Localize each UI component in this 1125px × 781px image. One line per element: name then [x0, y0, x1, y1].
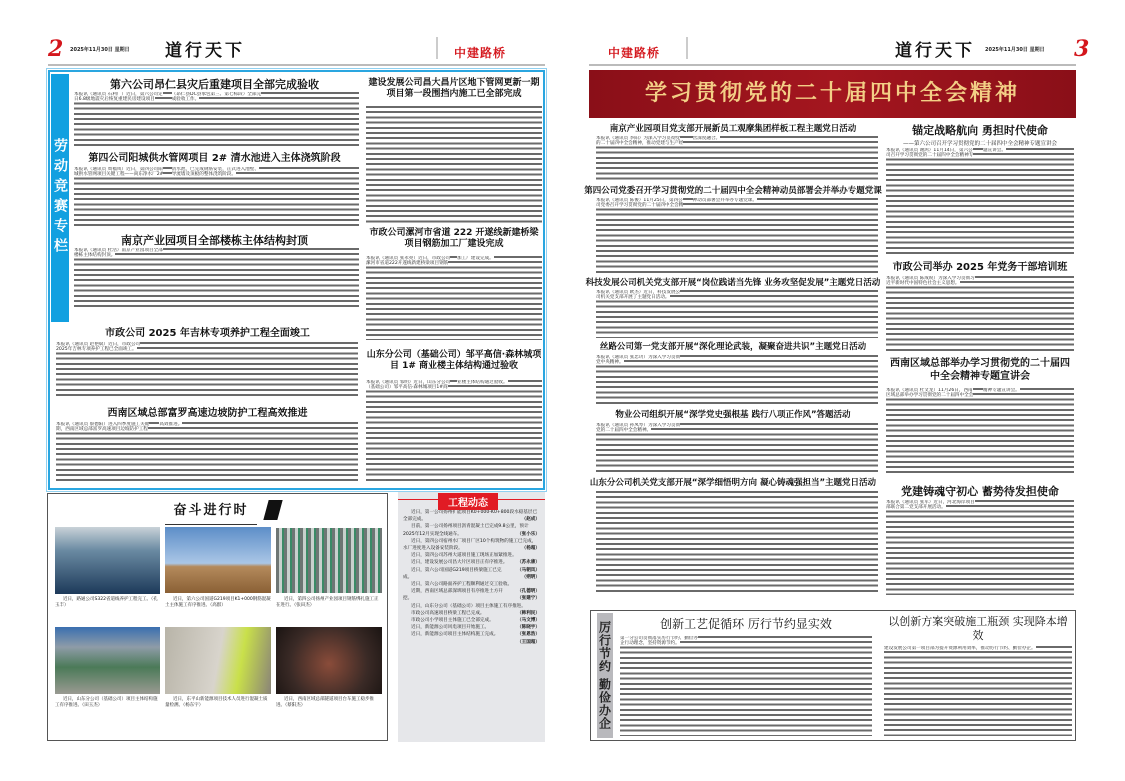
- article-body: 本报讯（通讯员 欧杰）近日，科技发展公司机关党支部开展了主题党日活动。: [596, 290, 878, 338]
- article-body: 本报讯（通讯员 张军）近日，河北海岸项目部联合第二党支部开展活动。: [886, 500, 1074, 595]
- article-body: [366, 106, 542, 224]
- photo-bridge: [55, 527, 160, 594]
- header-rule: [48, 64, 545, 66]
- news-brief-item: [403, 509, 540, 523]
- article-title: 科技发展公司机关党支部开展“岗位践诺当先锋 业务攻坚促发展”主题党日活动: [585, 278, 881, 288]
- article-body: [596, 491, 878, 595]
- brief-credit: （陈晓宇）: [517, 625, 540, 631]
- brief-text: 近日，新能源公司项目主体结构施工完成。: [411, 632, 499, 638]
- photo-caption: 近日，东平山新能源项目技术人员进行混凝土质量检测。（杨东宇）: [165, 697, 268, 708]
- article-title: 党建铸魂守初心 蓄势待发担使命: [901, 485, 1059, 498]
- brief-credit: （张恩浩）: [517, 632, 540, 638]
- article-body: 建设发展公司第一项目部为提升资源利用效率，推动厉行节约、勤俭办企。: [884, 646, 1072, 736]
- photo-tunnel: [276, 627, 382, 694]
- issue-date: 2025年11月30日 星期日: [985, 47, 1045, 53]
- brief-credit: （杨超）: [521, 546, 540, 552]
- article-title: 南京产业园项目党支部开展新员工观摩集团样板工程主题党日活动: [609, 124, 857, 134]
- brand-logo: 中建路桥: [608, 46, 661, 60]
- news-brief-item: [403, 538, 540, 552]
- brief-credit: （韩利民）: [517, 610, 540, 616]
- brief-text: 近日，第一公司扬州扩能项目K0+000-K0+800段水稳基层已全部完成。: [403, 510, 538, 523]
- article-body: 本报讯（通讯员 石利广）近日，第六公司定日6.8级地震灾后恢复重建民房建设项目（昂仁县DC县承包第三、第七标段）全部完成验收工作。: [74, 92, 359, 148]
- brief-credit: （张小乐）: [517, 531, 540, 537]
- article-title: 第四公司党委召开学习贯彻党的二十届四中全会精神动员部署会并举办专题党课: [584, 186, 882, 196]
- brief-text: 近期，西南区域总部深圳项目有序推进土方开挖。: [403, 589, 503, 602]
- issue-date: 2025年11月30日 星期日: [70, 47, 130, 53]
- article-body: 本报讯（通讯员 孙凤琴）为深入学习贯彻党的二十届四中全会精神。: [596, 423, 878, 473]
- article-body: 第一分公司贯彻落实厉行节约、勤俭办企行动理念，坚持资源节约。: [620, 636, 872, 736]
- article-body: 本报讯（通讯员 邹明）近日，山东分公司（基础公司）邹平高信·森林城项目1#商业楼主体结构通过验收。: [366, 380, 542, 484]
- article-title: 山东分公司机关党支部开展“深学细悟明方向 凝心铸魂强担当”主题党日活动: [589, 478, 877, 488]
- masthead: 道行天下: [165, 41, 245, 61]
- article-title: 西南区域总部举办学习贯彻党的二十届四中全会精神专题宣讲会: [890, 358, 1070, 382]
- news-brief-title: 工程动态: [438, 493, 498, 510]
- photo-inspection: [165, 627, 271, 694]
- article-title: 创新工艺促循环 厉行节约显实效: [660, 617, 832, 631]
- news-brief-list: [403, 509, 540, 645]
- brief-text: 近日，第六公司国道G219项目桥梁施工已完成。: [403, 567, 502, 580]
- article-title: 锚定战略航向 勇担时代使命: [912, 124, 1048, 137]
- brief-credit: （赵成）: [521, 517, 540, 523]
- article-body: 本报讯（通讯员 陈成锐）为深入学习贯彻习近平新时代中国特色社会主义思想。: [886, 276, 1074, 352]
- brief-text: 近日，建设发展公司昌大片区项目正有序推进。: [411, 560, 508, 566]
- article-body: 本报讯（通讯员 赵艳斌）近日，市政公司2025年吉林专项养护工程已全面竣工。: [56, 342, 358, 398]
- divider: [686, 37, 688, 59]
- article-body: 本报讯（通讯员 陈俊）11月25日，第四公司党委召开学习贯彻党的二十届四中全会精神动员部署会并举办专题党课。: [596, 198, 878, 273]
- article-title: 市政公司漯河市省道 222 开遂线新建桥梁项目钢筋加工厂建设完成: [369, 228, 539, 250]
- article-title: 市政公司 2025 年吉林专项养护工程全面竣工: [105, 328, 310, 339]
- photo-caption: 近日，第四公司扬州产业园项目钢筋绑扎施工正在进行。（张田杰）: [276, 597, 379, 608]
- photo-buildings: [55, 627, 160, 694]
- brief-text: 近日，山东分公司（基础公司）项目主体施工有序推进。: [411, 603, 526, 609]
- photo-caption: 近日，路通公司S322省道线养护工程完工。（孔玉丰）: [55, 597, 158, 608]
- article-body: 本报讯（通讯员 杜文龙）11月26日，西南区域总部举办学习贯彻党的二十届四中全会精神专题宣讲会。: [886, 388, 1074, 476]
- brand-logo: 中建路桥: [454, 46, 507, 60]
- page-number: 3: [1074, 36, 1090, 62]
- brief-credit: （朔明）: [521, 574, 540, 580]
- article-body: 本报讯（通讯员 谢鸿）11月14日，第六公司召开学习贯彻党的二十届四中全会精神专题宣讲会。: [886, 148, 1074, 255]
- photo-concrete-pump: [165, 527, 271, 593]
- news-brief: [398, 492, 545, 742]
- column-label: 劳动竞赛专栏: [51, 74, 69, 322]
- article-title: 物业公司组织开展“深学党史强根基 践行八项正作风”答题活动: [615, 410, 851, 420]
- photo-caption: 近日，第六公司国道G219项目K1+000钢筋混凝土主体施工有序推进。（高群）: [165, 597, 271, 608]
- article-title: 西南区域总部富罗高速边坡防护工程高效推进: [107, 408, 308, 419]
- article-title: 第四公司阳城供水管网项目 2# 清水池进入主体浇筑阶段: [88, 153, 341, 164]
- brief-text: 近日，第四公司苏州大道项目施工现场正加紧推进。: [411, 553, 517, 559]
- brief-text: 近日，第六公司路面养护工程顺利通过交工验收。: [411, 582, 513, 588]
- page-number: 2: [48, 36, 64, 62]
- section-banner: 学习贯彻党的二十届四中全会精神: [589, 70, 1076, 118]
- brief-credit: （马文博）: [517, 618, 540, 624]
- photo-caption: 近日，山东分公司（基础公司）项目主体结构施工有序推进。（田玉杰）: [55, 697, 158, 708]
- news-brief-item: [403, 581, 540, 595]
- article-body: 本报讯（通讯员 蔡德阳）进入四季度施工关键期，西南区域总部富罗高速项目边坡防护工程高效推进。: [56, 422, 358, 484]
- article-title: 第六公司昂仁县灾后重建项目全部完成验收: [110, 78, 319, 91]
- article-title: 建设发展公司昌大昌片区地下管网更新一期项目第一段围挡内施工已全部完成: [368, 78, 540, 100]
- brief-credit: （苏永康）: [517, 560, 540, 566]
- photo-caption: 近日，西南区域总部隧道项目台车施工稳步推进。（蔡阳杰）: [276, 697, 374, 708]
- photo-rebar-worker: [276, 528, 382, 593]
- brief-text: 目前，第一公司扬州项目沥青混凝土已完成9.8公里，预计2025年12月实现全线通车。: [403, 524, 529, 537]
- photo-section-title: 奋斗进行时: [165, 497, 257, 525]
- frugality-label: 厉行节约 勤俭办企: [597, 613, 613, 738]
- article-body: 本报讯（通讯员 杜浩）南京产业园项目全部楼栋主体结构封顶。: [74, 248, 359, 308]
- brief-credit: （孔德明）: [517, 589, 540, 595]
- news-brief-item: [403, 523, 540, 537]
- article-title: 山东分公司（基础公司）邹平高信·森林城项目 1# 商业楼主体结构通过验收: [366, 350, 542, 372]
- brief-text: 近日，新能源公司风电项目开始施工。: [411, 625, 490, 631]
- article-body: 本报讯（通讯员 张永亮）近日，市政公司漯河市省道222开遂线新建桥梁项目钢筋加工厂建设完成。: [366, 256, 542, 340]
- article-title: 丝路公司第一党支部开展“深化理论武装，凝聚奋进共识”主题党日活动: [599, 342, 867, 352]
- article-body: 本报讯（通讯员 张忠功）为深入学习贯彻党中央精神。: [596, 355, 878, 405]
- brief-credit: （王国超）: [517, 639, 540, 645]
- masthead: 道行天下: [895, 41, 975, 61]
- brief-credit: （马朝凤）: [517, 567, 540, 573]
- article-title: 南京产业园项目全部楼栋主体结构封顶: [121, 234, 308, 247]
- brief-text: 市政公司小学项目主体施工已全部完成。: [411, 618, 494, 624]
- article-subtitle: ——第六公司召开学习贯彻党的二十届四中全会精神专题宣讲会: [902, 141, 1057, 147]
- article-body: 本报讯（通讯员 周福凤）近日，第四公司阳城供水管网项目关键工程——尚东净水厂2#清水池，已完成钢筋安装，正式进入池壁、导流墙及顶板的整体浇筑阶段。: [74, 167, 359, 227]
- article-title: 市政公司举办 2025 年党务干部培训班: [892, 262, 1068, 273]
- header-rule: [589, 64, 1076, 66]
- divider: [436, 37, 438, 59]
- brief-text: 市政公司高速项目桥梁工程已完成。: [411, 610, 485, 616]
- brief-text: 近日，第四公司宿州水厂项目厂区10个构筑物的施工已完成，水厂进度进入设备安装阶段。: [403, 538, 537, 552]
- brief-credit: （张建宁）: [517, 596, 540, 602]
- article-body: 本报讯（通讯员 李阳）为深入学习贯彻党的二十届四中全会精神，推动党建与生产经营深度融合。: [596, 136, 878, 181]
- article-title: 以创新方案突破施工瓶颈 实现降本增效: [888, 615, 1068, 642]
